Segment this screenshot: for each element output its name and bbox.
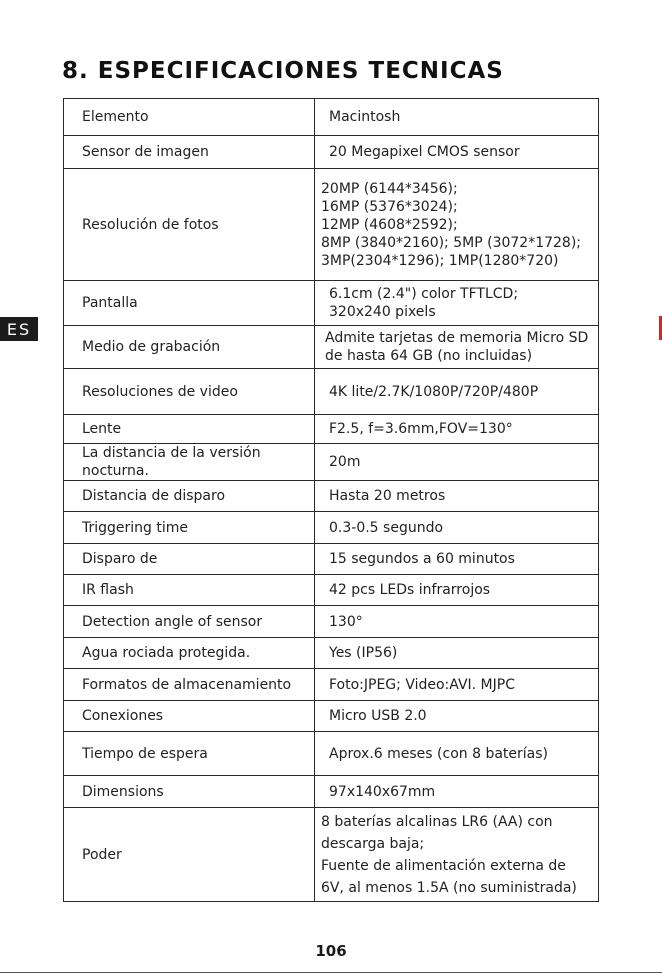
- table-row: [64, 169, 599, 281]
- value-line: 6V, al menos 1.5A (no suministrada): [321, 879, 577, 896]
- row-label: Resoluciones de video: [64, 369, 315, 415]
- row-label: Agua rociada protegida.: [64, 638, 315, 669]
- table-row: [64, 512, 599, 544]
- value-line: 3MP(2304*1296); 1MP(1280*720): [321, 252, 559, 269]
- row-value: [315, 169, 599, 281]
- table-row: [64, 701, 599, 732]
- value-line: Admite tarjetas de memoria Micro SD: [325, 330, 589, 346]
- value-line: descarga baja;: [321, 835, 425, 852]
- spec-table: [63, 98, 599, 902]
- value-line: 8MP (3840*2160); 5MP (3072*1728);: [321, 234, 582, 251]
- value-line: 20MP (6144*3456);: [321, 180, 458, 197]
- table-row: [64, 369, 599, 415]
- table-row: [64, 444, 599, 481]
- header-macintosh: Macintosh: [315, 99, 599, 136]
- row-value: Hasta 20 metros: [315, 481, 599, 512]
- row-value: Yes (IP56): [315, 638, 599, 669]
- value-text: 6.1cm (2.4") color TFTLCD;: [329, 286, 519, 302]
- value-line: [329, 285, 592, 303]
- row-label: Medio de grabación: [64, 326, 315, 369]
- table-row: [64, 808, 599, 902]
- row-label: Conexiones: [64, 701, 315, 732]
- row-label: Dimensions: [64, 776, 315, 808]
- row-value: [315, 326, 599, 369]
- row-label: IR flash: [64, 575, 315, 606]
- value-line: 320x240 pixels: [329, 304, 436, 320]
- language-tab: ES: [0, 317, 38, 341]
- row-value: 15 segundos a 60 minutos: [315, 544, 599, 575]
- table-row: [64, 136, 599, 169]
- table-row: [64, 544, 599, 575]
- row-value: 130°: [315, 606, 599, 638]
- row-label: La distancia de la versión nocturna.: [64, 444, 315, 481]
- row-label: Distancia de disparo: [64, 481, 315, 512]
- value-line: 12MP (4608*2592);: [321, 216, 458, 233]
- row-label: Detection angle of sensor: [64, 606, 315, 638]
- page-number: 106: [315, 942, 347, 960]
- row-value: Foto:JPEG; Video:AVI. MJPC: [315, 669, 599, 701]
- row-label: Pantalla: [64, 281, 315, 326]
- row-value: 0.3-0.5 segundo: [315, 512, 599, 544]
- row-value: [315, 136, 599, 169]
- table-row: [64, 575, 599, 606]
- row-value: [315, 281, 599, 326]
- row-value: Micro USB 2.0: [315, 701, 599, 732]
- table-row: [64, 776, 599, 808]
- table-header-row: [64, 99, 599, 136]
- value-line: 20 Megapixel CMOS sensor: [329, 144, 520, 160]
- row-label: Formatos de almacenamiento: [64, 669, 315, 701]
- page-title: 8. ESPECIFICACIONES TECNICAS: [62, 58, 504, 84]
- row-value: 20m: [315, 444, 599, 481]
- row-label: Resolución de fotos: [64, 169, 315, 281]
- table-row: [64, 732, 599, 776]
- row-value: [315, 808, 599, 902]
- bottom-divider: [0, 972, 662, 973]
- row-label: Lente: [64, 415, 315, 444]
- value-line: 16MP (5376*3024);: [321, 198, 458, 215]
- row-value: 42 pcs LEDs infrarrojos: [315, 575, 599, 606]
- table-row: [64, 669, 599, 701]
- table-row: [64, 606, 599, 638]
- value-line: Fuente de alimentación externa de: [321, 857, 566, 874]
- row-label: Poder: [64, 808, 315, 902]
- table-row: [64, 481, 599, 512]
- row-value: F2.5, f=3.6mm,FOV=130°: [315, 415, 599, 444]
- row-label: Sensor de imagen: [64, 136, 315, 169]
- table-row: [64, 638, 599, 669]
- row-value: 4K lite/2.7K/1080P/720P/480P: [315, 369, 599, 415]
- row-value: 97x140x67mm: [315, 776, 599, 808]
- table-row: [64, 415, 599, 444]
- value-line: de hasta 64 GB (no incluidas): [325, 348, 533, 364]
- table-row: [64, 281, 599, 326]
- row-label: Disparo de: [64, 544, 315, 575]
- header-element: Elemento: [64, 99, 315, 136]
- value-line: 8 baterías alcalinas LR6 (AA) con: [321, 813, 553, 830]
- row-label: Triggering time: [64, 512, 315, 544]
- row-value: Aprox.6 meses (con 8 baterías): [315, 732, 599, 776]
- row-label: Tiempo de espera: [64, 732, 315, 776]
- table-row: [64, 326, 599, 369]
